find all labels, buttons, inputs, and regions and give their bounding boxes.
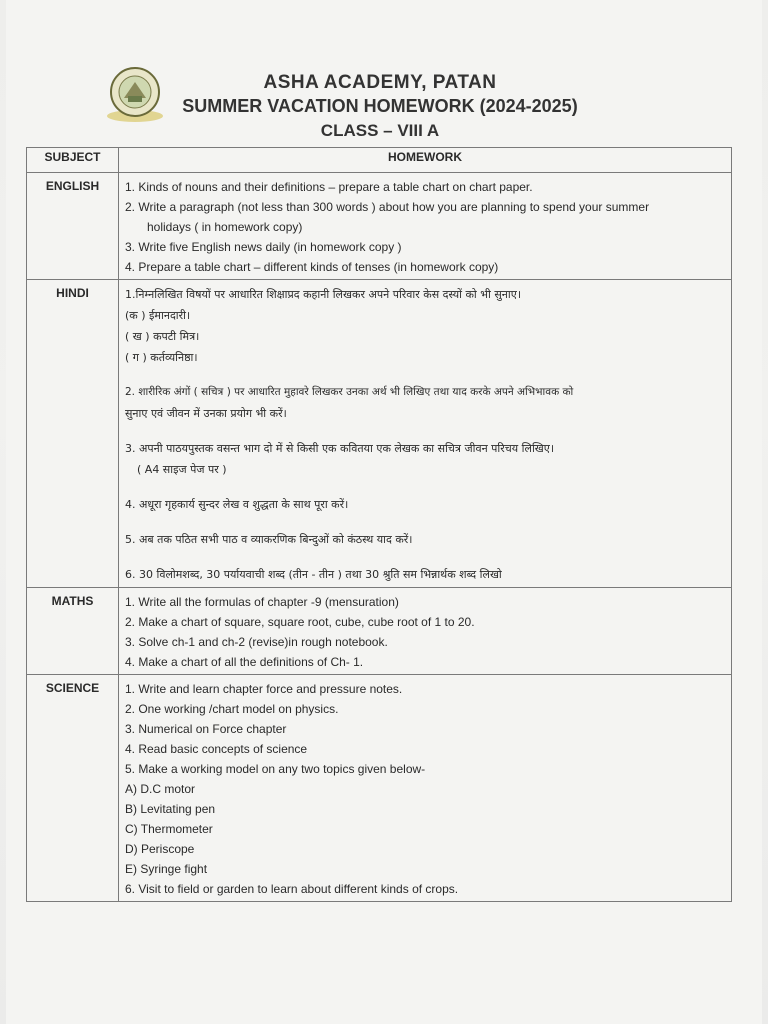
maths-item: 4. Make a chart of all the definitions of Ch- 1.	[125, 655, 364, 669]
science-item: C) Thermometer	[125, 822, 213, 836]
hindi-item: 5. अब तक पठित सभी पाठ व व्याकरणिक बिन्दुओं को कंठस्थ याद करें।	[125, 533, 413, 546]
subject-maths: MATHS	[27, 588, 119, 675]
english-item: 2. Write a paragraph (not less than 300 words ) about how you are planning to spend your summer	[125, 200, 650, 214]
homework-title: SUMMER VACATION HOMEWORK (2024-2025)	[182, 96, 578, 116]
hindi-item: (क ) ईमानदारी।	[125, 309, 191, 322]
science-item: 1. Write and learn chapter force and pressure notes.	[125, 682, 403, 696]
hindi-item: सुनाए एवं जीवन में उनका प्रयोग भी करें।	[125, 407, 287, 420]
english-homework	[119, 173, 732, 280]
science-item: 6. Visit to field or garden to learn about different kinds of crops.	[125, 882, 459, 896]
column-header-subject: SUBJECT	[27, 148, 119, 173]
science-item: 3. Numerical on Force chapter	[125, 722, 287, 736]
class-label: CLASS – VIII A	[320, 121, 440, 140]
hindi-item: 1.निम्नलिखित विषयों पर आधारित शिक्षाप्रद कहानी लिखकर अपने परिवार केस दस्यों को भी सुनाए।	[125, 288, 521, 301]
table-header-row	[27, 148, 732, 173]
homework-table	[26, 147, 732, 902]
subject-english: ENGLISH	[27, 173, 119, 280]
science-item: E) Syringe fight	[125, 862, 208, 876]
english-item: holidays ( in homework copy)	[147, 220, 303, 234]
maths-row	[27, 588, 732, 675]
science-row	[27, 675, 732, 902]
maths-item: 2. Make a chart of square, square root, cube, cube root of 1 to 20.	[125, 615, 475, 629]
english-item: 4. Prepare a table chart – different kinds of tenses (in homework copy)	[125, 260, 499, 274]
science-item: 2. One working /chart model on physics.	[125, 702, 339, 716]
english-item: 3. Write five English news daily (in homework copy )	[125, 240, 402, 254]
school-logo	[104, 64, 166, 126]
maths-item: 3. Solve ch-1 and ch-2 (revise)in rough notebook.	[125, 635, 388, 649]
subject-hindi: HINDI	[27, 280, 119, 588]
hindi-row	[27, 280, 732, 588]
english-item: 1. Kinds of nouns and their definitions – prepare a table chart on chart paper.	[125, 180, 533, 194]
english-row	[27, 173, 732, 280]
science-item: B) Levitating pen	[125, 802, 216, 816]
maths-homework	[119, 588, 732, 675]
document-header	[160, 72, 600, 141]
hindi-item: 3. अपनी पाठयपुस्तक वसन्त भाग दो में से किसी एक कवितया एक लेखक का सचित्र जीवन परिचय लिखिए।	[125, 442, 555, 455]
hindi-item: ( A4 साइज पेज पर )	[137, 463, 227, 476]
hindi-item: ( ग ) कर्तव्यनिष्ठा।	[125, 351, 198, 364]
science-item: D) Periscope	[125, 842, 195, 856]
science-item: 4. Read basic concepts of science	[125, 742, 308, 756]
subject-science: SCIENCE	[27, 675, 119, 902]
science-item: 5. Make a working model on any two topics given below-	[125, 762, 426, 776]
hindi-item: 6. 30 विलोमशब्द, 30 पर्यायवाची शब्द (तीन - तीन ) तथा 30 श्रुति सम भिन्नार्थक शब्द लिखो	[125, 568, 502, 581]
school-name: ASHA ACADEMY, PATAN	[263, 72, 497, 93]
maths-item: 1. Write all the formulas of chapter -9 (mensuration)	[125, 595, 399, 609]
hindi-item: 2. शारीरिक अंगों ( सचित्र ) पर आधारित मुहावरे लिखकर उनका अर्थ भी लिखिए तथा याद करके अपने अभिभावक को	[125, 386, 574, 398]
science-homework	[119, 675, 732, 902]
hindi-homework	[119, 280, 732, 588]
column-header-homework: HOMEWORK	[119, 148, 732, 173]
hindi-item: 4. अधूरा गृहकार्य सुन्दर लेख व शुद्धता के साथ पूरा करें।	[125, 498, 349, 511]
hindi-item: ( ख ) कपटी मित्र।	[125, 330, 200, 343]
science-item: A) D.C motor	[125, 782, 196, 796]
